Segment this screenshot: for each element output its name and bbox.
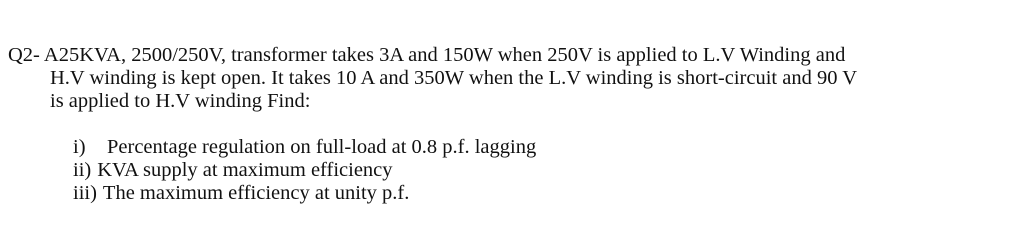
sub-question-list bbox=[8, 136, 1026, 205]
sub-question-label: ii) bbox=[73, 159, 92, 181]
sub-question-text: KVA supply at maximum efficiency bbox=[97, 159, 393, 181]
sub-question-iii bbox=[8, 182, 1026, 205]
question-text-line-2: H.V winding is kept open. It takes 10 A and 350W when the L.V winding is short-circuit and 90 V bbox=[50, 67, 858, 89]
question-text-line-3: is applied to H.V winding Find: bbox=[50, 90, 311, 112]
sub-question-label: iii) bbox=[73, 182, 97, 204]
sub-question-i bbox=[8, 136, 1026, 159]
question-number: Q2- bbox=[8, 44, 40, 66]
question-text-line-1: A25KVA, 2500/250V, transformer takes 3A and 150W when 250V is applied to L.V Winding and bbox=[43, 44, 846, 66]
question-block bbox=[8, 44, 1026, 204]
question-line-1 bbox=[8, 44, 1026, 67]
sub-question-text: The maximum efficiency at unity p.f. bbox=[102, 182, 410, 204]
sub-question-ii bbox=[8, 159, 1026, 182]
sub-question-text: Percentage regulation on full-load at 0.8 p.f. lagging bbox=[107, 136, 537, 158]
sub-question-label: i) bbox=[73, 136, 86, 158]
